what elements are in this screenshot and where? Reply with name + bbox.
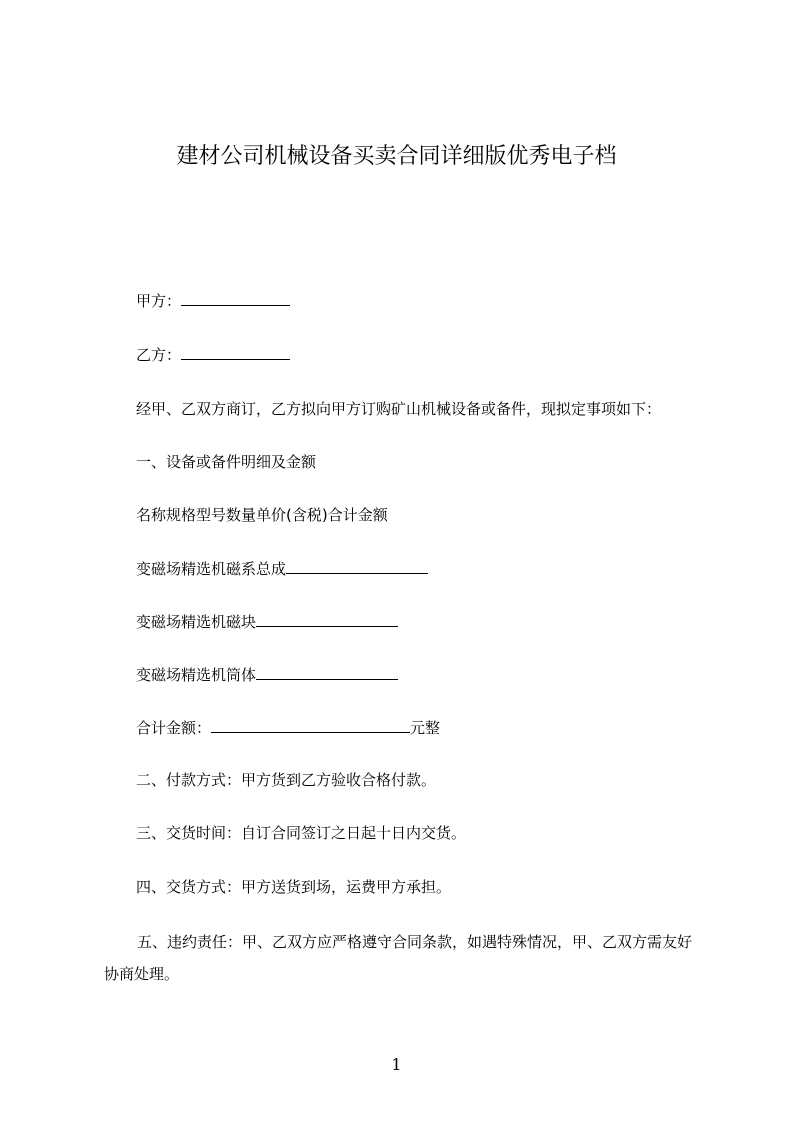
item-1-label: 变磁场精选机磁系总成 xyxy=(136,560,287,578)
section5-liability: 五、违约责任：甲、乙双方应严格遵守合同条款，如遇特殊情况，甲、乙双方需友好协商处理。 xyxy=(104,933,693,983)
intro-paragraph: 经甲、乙双方商订，乙方拟向甲方订购矿山机械设备或备件，现拟定事项如下： xyxy=(136,400,662,418)
party-b-blank[interactable] xyxy=(181,343,290,360)
section2-payment: 二、付款方式：甲方货到乙方验收合格付款。 xyxy=(136,771,437,789)
section3-delivery-time: 三、交货时间：自订合同签订之日起十日内交货。 xyxy=(136,824,467,842)
item-table-header: 名称规格型号数量单价(含税)合计金额 xyxy=(136,506,388,524)
item-2-blank[interactable] xyxy=(256,610,398,627)
total-suffix: 元整 xyxy=(410,719,441,737)
item-row-2 xyxy=(136,610,398,633)
total-amount-blank[interactable] xyxy=(211,716,410,733)
party-b-label: 乙方： xyxy=(136,346,182,364)
total-label: 合计金额： xyxy=(136,719,212,737)
item-row-3 xyxy=(136,663,398,686)
party-a-line xyxy=(136,289,290,312)
total-amount-line xyxy=(136,716,440,739)
item-3-blank[interactable] xyxy=(256,663,398,680)
party-a-label: 甲方： xyxy=(136,292,182,310)
item-2-label: 变磁场精选机磁块 xyxy=(136,613,257,631)
section4-delivery-method: 四、交货方式：甲方送货到场，运费甲方承担。 xyxy=(136,878,452,896)
item-row-1 xyxy=(136,557,428,580)
item-3-label: 变磁场精选机筒体 xyxy=(136,666,257,684)
party-a-blank[interactable] xyxy=(181,289,290,306)
item-1-blank[interactable] xyxy=(286,557,428,574)
document-title: 建材公司机械设备买卖合同详细版优秀电子档 xyxy=(176,144,617,169)
party-b-line xyxy=(136,343,290,366)
section1-heading: 一、设备或备件明细及金额 xyxy=(136,453,317,471)
page-number: 1 xyxy=(391,1055,402,1074)
